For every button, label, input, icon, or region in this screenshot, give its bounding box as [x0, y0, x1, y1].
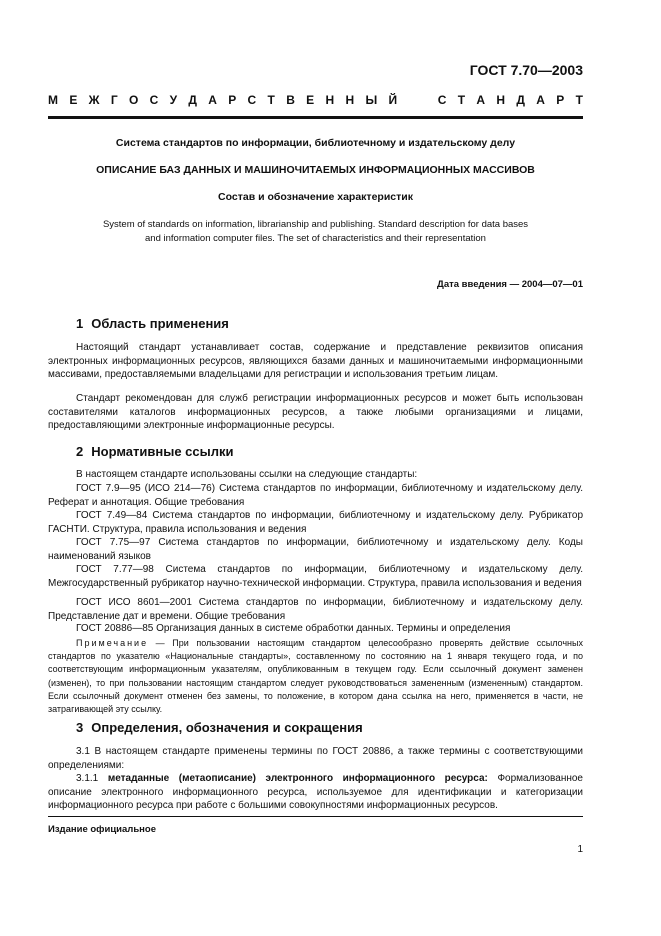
banner-letter: А — [208, 93, 217, 107]
section-3-title: Определения, обозначения и сокращения — [91, 720, 363, 735]
section-3-number: 3 — [76, 720, 84, 735]
banner-letter: А — [476, 93, 486, 107]
english-title-line1: System of standards on information, librarianship and publishing. Standard description for data bases — [102, 219, 529, 230]
banner-letter: Н — [496, 93, 506, 107]
section-3-heading — [76, 720, 363, 735]
section-2-number: 2 — [76, 444, 84, 459]
banner-letter: С — [247, 93, 257, 107]
banner-letter: Р — [228, 93, 237, 107]
banner-letter: Н — [325, 93, 335, 107]
series-title: Система стандартов по информации, библиотечному и издательскому делу — [115, 137, 516, 149]
reference-item: ГОСТ 20886—85 Организация данных в системе обработки данных. Термины и определения — [76, 623, 511, 634]
reference-item: ГОСТ 7.77—98 Система стандартов по информации, библиотечному и издательскому делу. Межгосударственный рубрикатор научно-технической информации. Структура, правила использования и ведения — [48, 564, 583, 589]
banner-letter: Т — [267, 93, 275, 107]
banner-letter: Ж — [88, 93, 100, 107]
term-text: Формализованное описание электронного информационного ресурса, используемое для идентификации и категоризации информационного ресурса при работе с большими совокупностями информационных ресурсов. — [48, 773, 583, 812]
term-number: 3.1.1 — [76, 773, 108, 784]
banner-letter: С — [149, 93, 159, 107]
reference-item: ГОСТ 7.9—95 (ИСО 214—76) Система стандартов по информации, библиотечному и издательскому делу. Реферат и аннотация. Общие требования — [48, 483, 583, 508]
banner-letter: Т — [575, 93, 583, 107]
main-title: ОПИСАНИЕ БАЗ ДАННЫХ И МАШИНОЧИТАЕМЫХ ИНФОРМАЦИОННЫХ МАССИВОВ — [96, 164, 535, 176]
banner-letter: Р — [556, 93, 565, 107]
banner-letter: Е — [306, 93, 315, 107]
banner-letter: С — [437, 93, 447, 107]
section-2-intro: В настоящем стандарте использованы ссылки на следующие стандарты: — [76, 469, 418, 480]
banner-letter: Ы — [365, 93, 378, 107]
reference-item: ГОСТ ИСО 8601—2001 Система стандартов по информации, библиотечному и издательскому делу. Представление дат и времени. Общие требования — [48, 597, 583, 622]
banner-letter: В — [286, 93, 295, 107]
banner-letter: Т — [457, 93, 466, 107]
section-2-title: Нормативные ссылки — [91, 444, 234, 459]
interstate-standard-banner — [48, 93, 583, 107]
banner-letter: Е — [69, 93, 78, 107]
subtitle: Состав и обозначение характеристик — [218, 191, 413, 203]
section-1-title: Область применения — [91, 316, 229, 331]
reference-item: ГОСТ 7.75—97 Система стандартов по информации, библиотечному и издательскому делу. Коды наименований языков — [48, 537, 583, 562]
banner-letter — [423, 93, 426, 107]
note-label: Примечание — [76, 638, 149, 648]
reference-item: ГОСТ 7.49—84 Система стандартов по информации, библиотечному и издательскому делу. Рубрикатор ГАСНТИ. Структура, правила использования и ведения — [48, 510, 583, 535]
term-name: метаданные (метаописание) электронного информационного ресурса: — [107, 773, 488, 784]
section-1-paragraph-2: Стандарт рекомендован для служб регистрации информационных ресурсов и может быть использован составителями каталогов информационных ресурсов, а также любыми организациями и лицами, предоставляющими электронные информационные ресурсы. — [48, 393, 583, 432]
footer-rule — [48, 816, 583, 817]
english-title — [48, 218, 583, 246]
banner-letter: А — [536, 93, 545, 107]
note-text: — При пользовании настоящим стандартом целесообразно проверять действие ссылочных стандартов по указателю «Национальные стандарты», составленному по состоянию на 1 января текущего года, и по соответствующим информационным указателям, опубликованным в текущем году. Если ссылочный документ заменен (изменен), то при пользовании настоящим стандартом следует руководствоваться замененным (измененным) стандартом. Если ссылочный документ отменен без замены, то положение, в котором дана ссылка на него, применяется в части, не затрагивающей эту ссылку. — [48, 638, 583, 715]
section-1-paragraph-1: Настоящий стандарт устанавливает состав, содержание и представление реквизитов описания электронных информационных ресурсов, являющихся базами данных и машиночитаемыми информационными массивами, предоставляемыми владельцами для регистрации и использования третьим лицам. — [48, 342, 583, 381]
page-number: 1 — [577, 844, 583, 855]
banner-letter: Д — [516, 93, 525, 107]
header-rule — [48, 116, 583, 119]
standard-number: ГОСТ 7.70—2003 — [469, 62, 583, 78]
section-3-paragraph-1: 3.1 В настоящем стандарте применены термины по ГОСТ 20886, а также термины с соответствующими определениями: — [48, 746, 583, 771]
banner-letter — [408, 93, 411, 107]
section-2-heading — [76, 444, 233, 459]
banner-letter: У — [169, 93, 178, 107]
banner-letter: О — [128, 93, 139, 107]
banner-letter: Д — [188, 93, 197, 107]
banner-letter: Г — [110, 93, 118, 107]
section-1-heading — [76, 316, 229, 331]
banner-letter: Й — [388, 93, 398, 107]
banner-letter: М — [48, 93, 58, 107]
introduction-date: Дата введения — 2004—07—01 — [437, 279, 583, 290]
official-edition-label: Издание официальное — [48, 824, 156, 835]
references-note — [48, 637, 583, 716]
term-definition-3-1-1 — [48, 772, 583, 813]
banner-letter: Н — [345, 93, 355, 107]
english-title-line2: and information computer files. The set of characteristics and their representation — [145, 233, 486, 244]
section-1-number: 1 — [76, 316, 84, 331]
